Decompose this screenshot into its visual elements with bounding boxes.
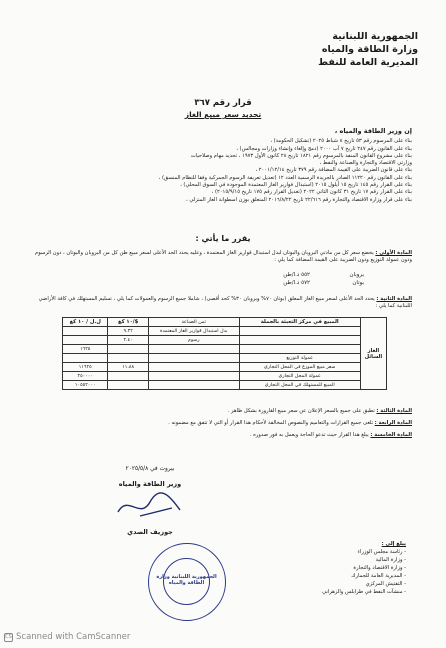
table-cell-usd: [108, 345, 148, 354]
camscanner-logo-icon: CS: [5, 633, 12, 640]
article-4-text: تلغى جميع القرارات والتعاميم والنصوص المخالفة لأحكام هذا القرار أو التي لا تتفق مع مضمونه .: [168, 420, 374, 426]
table-header-row: [63, 318, 387, 327]
table-cell-lbp: ١١٦٢٥: [63, 363, 108, 372]
signature-block: [80, 466, 220, 536]
table-row: [63, 327, 387, 336]
table-cell-usd: [108, 354, 148, 363]
official-stamp: [148, 543, 226, 621]
article-2-text: يحدد الحد الأعلى لسعر مبيع الغاز المعلق (بوتان ٧٠% وبروبان ٣٠% كحد أقصى) ، شاملا جميع الرسوم والعمولات كما يلي ، تسليم المستهلك في كافة الأراضي اللبنانية كما يلي :: [38, 296, 412, 310]
signature-place-date: بيروت في ٢٠٢٥/٥/٨: [125, 466, 175, 472]
article-5: [27, 432, 412, 439]
article-2: [27, 296, 412, 311]
price-table: [62, 317, 387, 390]
distribution-title: يبلغ إلى :: [381, 541, 406, 547]
preamble-clause: بناء على القرار رقم ١٧ تاريخ ٣١ كانون الثاني ٢٠٢٢ (تعديل القرار رقم ١٧٥ تاريخ ٢٠١٥/٩/١٥) ،: [211, 189, 412, 196]
product-name: بروبان: [349, 272, 364, 278]
table-cell-usd: ١١.٨٨: [108, 363, 148, 372]
table-cell-lbp: ١٠٥٥٢٠٠٠: [63, 381, 108, 390]
product-name: بوتان: [352, 279, 364, 286]
table-row: [63, 363, 387, 372]
table-row: [63, 354, 387, 363]
preamble-minister: إن وزير الطاقة والمياه ،: [334, 127, 412, 135]
article-5-text: يبلغ هذا القرار حيث تدعو الحاجة ويعمل به فور صدوره .: [249, 432, 369, 438]
table-header-item: المبيع في مركز التعبئة بالجملة: [239, 318, 360, 327]
article-3-label: المادة الثالثة :: [376, 408, 412, 414]
preamble-clause: بناء على مشروع القانون المنفذ بالمرسوم رقم ١٨٢١ تاريخ ٢٨ كانون الأول ١٩٧٣ ، تحديد مهام وصلاحيات: [190, 152, 412, 159]
price-row-propane: [283, 272, 364, 280]
decision-subject: تحديد سعر مبيع الغاز: [184, 110, 262, 119]
preamble-clause: بناء على قانون الضريبة على القيمة المضافة رقم ٣٧٩ تاريخ ٢٠٠١/١٢/١٤ ،: [255, 167, 412, 174]
article-3-text: تطبق على جميع بالسعر الإعلان عن سعر مبيع القارورة بشكل ظاهر .: [227, 408, 375, 414]
preamble-clause: بناء على القانون رقم ١١٢٢٠ الصادر بالجريدة الرسمية العدد ١٢ (تعديل تعريفة الرسوم الجمركية وفقا للنظام المنسق) ،: [158, 174, 412, 181]
article-4-label: المادة الرابعة :: [374, 420, 412, 426]
table-row-label: الغاز السائل: [360, 318, 386, 390]
table-cell-desc: المبيع للمستهلك في المحل التجاري: [239, 381, 360, 390]
article-5-label: المادة الخامسة :: [370, 432, 412, 438]
preamble: [27, 128, 412, 204]
table-header-usd: $/١٠ كغ: [108, 318, 148, 327]
scanner-label: Scanned with CamScanner: [16, 632, 131, 642]
table-cell-desc: بدل استبدال قوارير الغاز المعتمدة: [148, 327, 239, 336]
table-cell-desc: رسوم: [148, 336, 239, 345]
table-cell-lbp: ١٦٢٥: [63, 345, 108, 354]
table-cell-lbp: ٢٥٠٠٠٠: [63, 372, 108, 381]
distribution-item: - رئاسة مجلس الوزراء: [357, 549, 406, 555]
distribution-list: [276, 540, 406, 596]
article-4: [27, 420, 412, 427]
scanner-watermark: [4, 632, 130, 642]
preamble-clause: بناء على المرسوم رقم ٥٣ تاريخ ٨ شباط ٢٠٢٥ (تشكيل الحكومة) ،: [270, 138, 412, 145]
table-cell-lbp: [63, 354, 108, 363]
table-row: [63, 381, 387, 390]
distribution-item: - وزارة الاقتصاد والتجارة: [353, 565, 406, 571]
article-3: [27, 408, 412, 415]
distribution-item: - وزارة المالية: [375, 557, 406, 563]
preamble-clause: بناء على القرار رقم ١٤٥ تاريخ ١٥ أيلول ٢٠١٥ (استبدال فوارير الغاز المعتمدة الموجودة في السوق المحلي) ،: [180, 182, 412, 189]
signature-name: جوزيف الصدي: [127, 528, 173, 536]
distribution-item: - المديرية العامة للجمارك: [351, 573, 406, 579]
table-cell-desc: [148, 345, 239, 354]
table-cell-usd: [108, 372, 148, 381]
preamble-clause: بناء على قرار وزارة الاقتصاد والتجارة رقم ٢٢/٦١٦ تاريخ ٢٠١٦/٨/٢٢ المتعلق بوزن اسطوانة الغاز المنزلي ،: [186, 196, 412, 203]
letterhead: [318, 30, 418, 69]
table-row: [63, 372, 387, 381]
table-cell-desc: سعر مبيع الموزع في المحل التجاري: [239, 363, 360, 372]
price-list: [283, 272, 364, 287]
product-price: ٥٥٢ د.ا/طن: [283, 272, 310, 278]
preamble-clause: بناء على القانون رقم ٢٤٧ تاريخ ٧ آب ٢٠٠٠ (دمج وإلغاء وإنشاء وزارات ومجالس) ،: [236, 145, 412, 152]
table-header-lbp: ل.ل / ١٠ كغ: [63, 318, 108, 327]
article-1-label: المادة الأولى :: [375, 250, 412, 256]
table-cell-desc: عمولة التوزيع: [239, 354, 360, 363]
table-row: [63, 336, 387, 345]
table-cell-lbp: [63, 327, 108, 336]
distribution-item: - التفتيش المركزي: [365, 581, 406, 587]
signature-title: وزير الطاقة والمياه: [118, 480, 182, 488]
price-row-butane: [283, 280, 364, 288]
article-1-text: يخضع سعر كل من مادتي البروبان والبوتان لبدل استبدال قوارير الغاز المعتمدة ، وعليه يحدد الحد الأعلى لسعر مبيع طن كل من البروبان والبوتان ، دون الرسوم ودون عمولة التوزيع ودون الضريبة على القيمة المضافة كما يلي :: [35, 250, 412, 264]
table-cell-desc: عمولة المحل التجاري: [239, 372, 360, 381]
table-cell-usd: [108, 381, 148, 390]
article-1: [27, 250, 412, 265]
product-price: ٥٧٢ د.ا/طن: [283, 279, 310, 286]
letterhead-ministry: وزارة الطاقة والمياه: [321, 44, 418, 55]
stamp-text: الجمهورية اللبنانية وزارة الطاقة والمياه: [156, 574, 217, 586]
table-row: [63, 345, 387, 354]
decides-heading: يقرر ما يأتي :: [195, 234, 251, 243]
table-cell-usd: ٢.٤٠: [108, 336, 148, 345]
table-cell-lbp: [63, 336, 108, 345]
table-header-note: ثمن الصناعة: [148, 318, 239, 327]
letterhead-directorate: المديرية العامة للنفط: [318, 57, 418, 68]
letterhead-country: الجمهورية اللبنانية: [332, 31, 418, 42]
decision-number: قرار رقم ٣٦٧: [194, 98, 252, 108]
article-2-label: المادة الثانية :: [376, 296, 412, 302]
handwritten-signature: [110, 490, 190, 524]
table-cell-usd: ٩.٣٢: [108, 327, 148, 336]
distribution-item: - منشآت النفط في طرابلس والزهراني: [322, 589, 406, 595]
preamble-clause: وزارتي الاقتصاد والتجارة والصناعة والنفط ،: [319, 160, 412, 167]
